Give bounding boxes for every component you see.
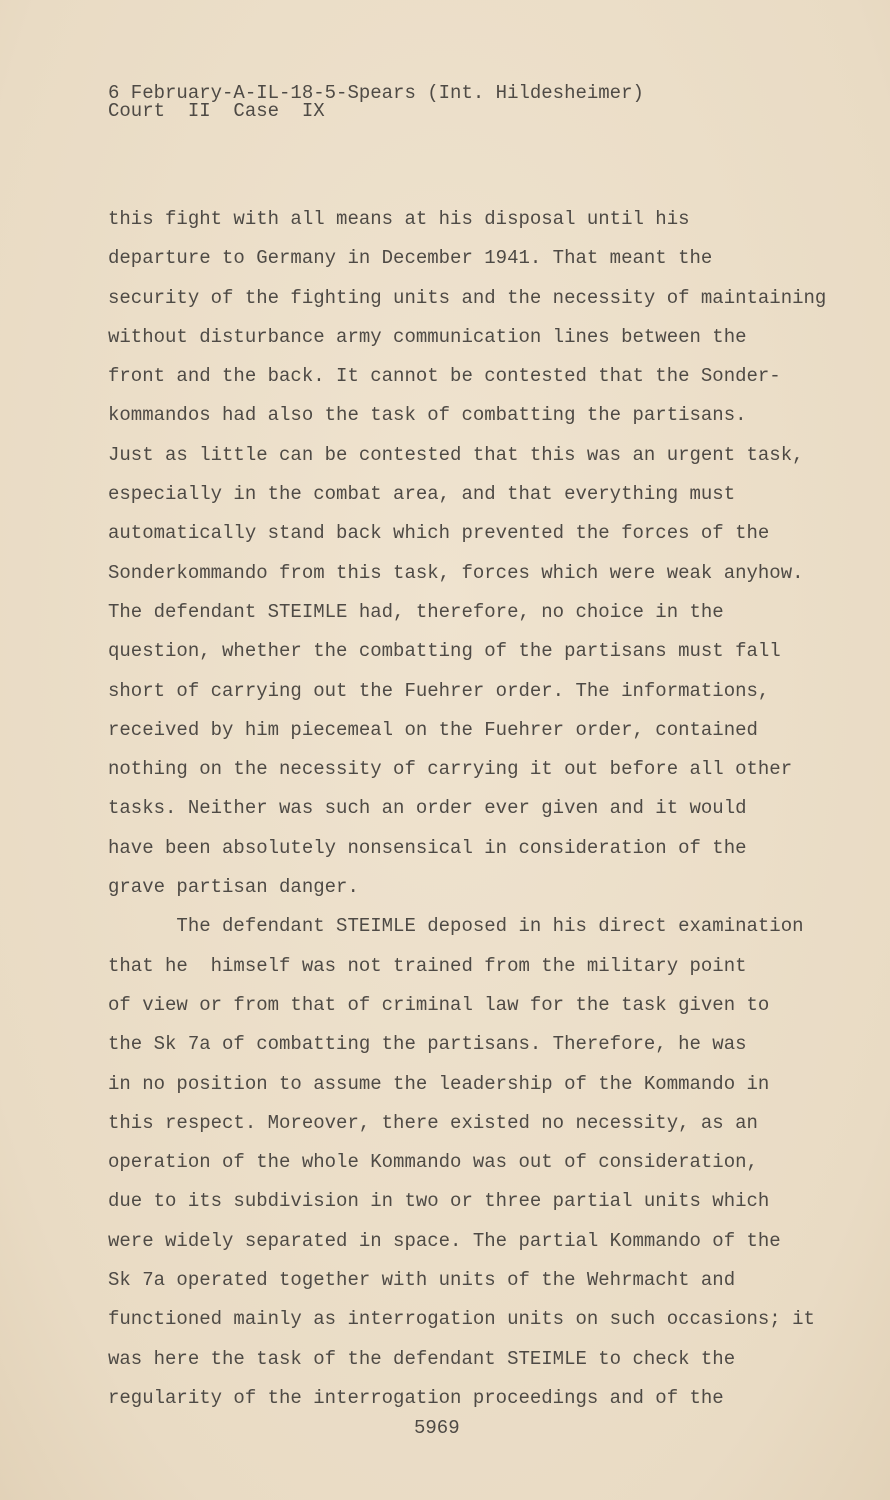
text-line: of view or from that of criminal law for the task given to xyxy=(108,993,770,1016)
text-line: The defendant STEIMLE deposed in his direct examination xyxy=(108,915,804,938)
text-line: front and the back. It cannot be contested that the Sonder- xyxy=(108,365,781,388)
text-line: due to its subdivision in two or three partial units which xyxy=(108,1190,770,1213)
text-line: this respect. Moreover, there existed no necessity, as an xyxy=(108,1111,758,1134)
document-body xyxy=(108,200,826,1418)
text-line: short of carrying out the Fuehrer order. The informations, xyxy=(108,679,770,702)
text-line: especially in the combat area, and that everything must xyxy=(108,483,736,506)
text-line: regularity of the interrogation proceedings and of the xyxy=(108,1386,724,1409)
text-line: automatically stand back which prevented the forces of the xyxy=(108,522,770,545)
text-line: kommandos had also the task of combatting the partisans. xyxy=(108,404,747,427)
page-number: 5969 xyxy=(414,1417,460,1439)
header-line-1: 6 February-A-IL-18-5-Spears (Int. Hildesheimer) xyxy=(108,82,644,104)
text-line: were widely separated in space. The partial Kommando of the xyxy=(108,1229,781,1252)
text-line: this fight with all means at his disposal until his xyxy=(108,208,690,230)
text-line: the Sk 7a of combatting the partisans. Therefore, he was xyxy=(108,1033,747,1056)
text-line: functioned mainly as interrogation units on such occasions; it xyxy=(108,1308,815,1331)
header-line-2: Court II Case IX xyxy=(108,100,325,122)
text-line: nothing on the necessity of carrying it out before all other xyxy=(108,758,793,781)
text-line: have been absolutely nonsensical in consideration of the xyxy=(108,836,747,859)
text-line: Sonderkommando from this task, forces which were weak anyhow. xyxy=(108,561,804,584)
document-header xyxy=(108,84,644,120)
text-line: grave partisan danger. xyxy=(108,876,359,899)
text-line: was here the task of the defendant STEIMLE to check the xyxy=(108,1347,736,1370)
text-line: Just as little can be contested that this was an urgent task, xyxy=(108,443,804,466)
text-line: security of the fighting units and the necessity of maintaining xyxy=(108,286,827,309)
text-line: Sk 7a operated together with units of the Wehrmacht and xyxy=(108,1269,736,1292)
text-line: departure to Germany in December 1941. That meant the xyxy=(108,247,713,270)
text-line: in no position to assume the leadership of the Kommando in xyxy=(108,1072,770,1095)
text-line: that he himself was not trained from the military point xyxy=(108,954,747,977)
text-line: The defendant STEIMLE had, therefore, no choice in the xyxy=(108,600,724,623)
text-line: operation of the whole Kommando was out of consideration, xyxy=(108,1151,758,1174)
text-line: tasks. Neither was such an order ever given and it would xyxy=(108,797,747,820)
text-line: question, whether the combatting of the partisans must fall xyxy=(108,640,781,663)
text-line: without disturbance army communication lines between the xyxy=(108,325,747,348)
text-line: received by him piecemeal on the Fuehrer order, contained xyxy=(108,718,758,741)
